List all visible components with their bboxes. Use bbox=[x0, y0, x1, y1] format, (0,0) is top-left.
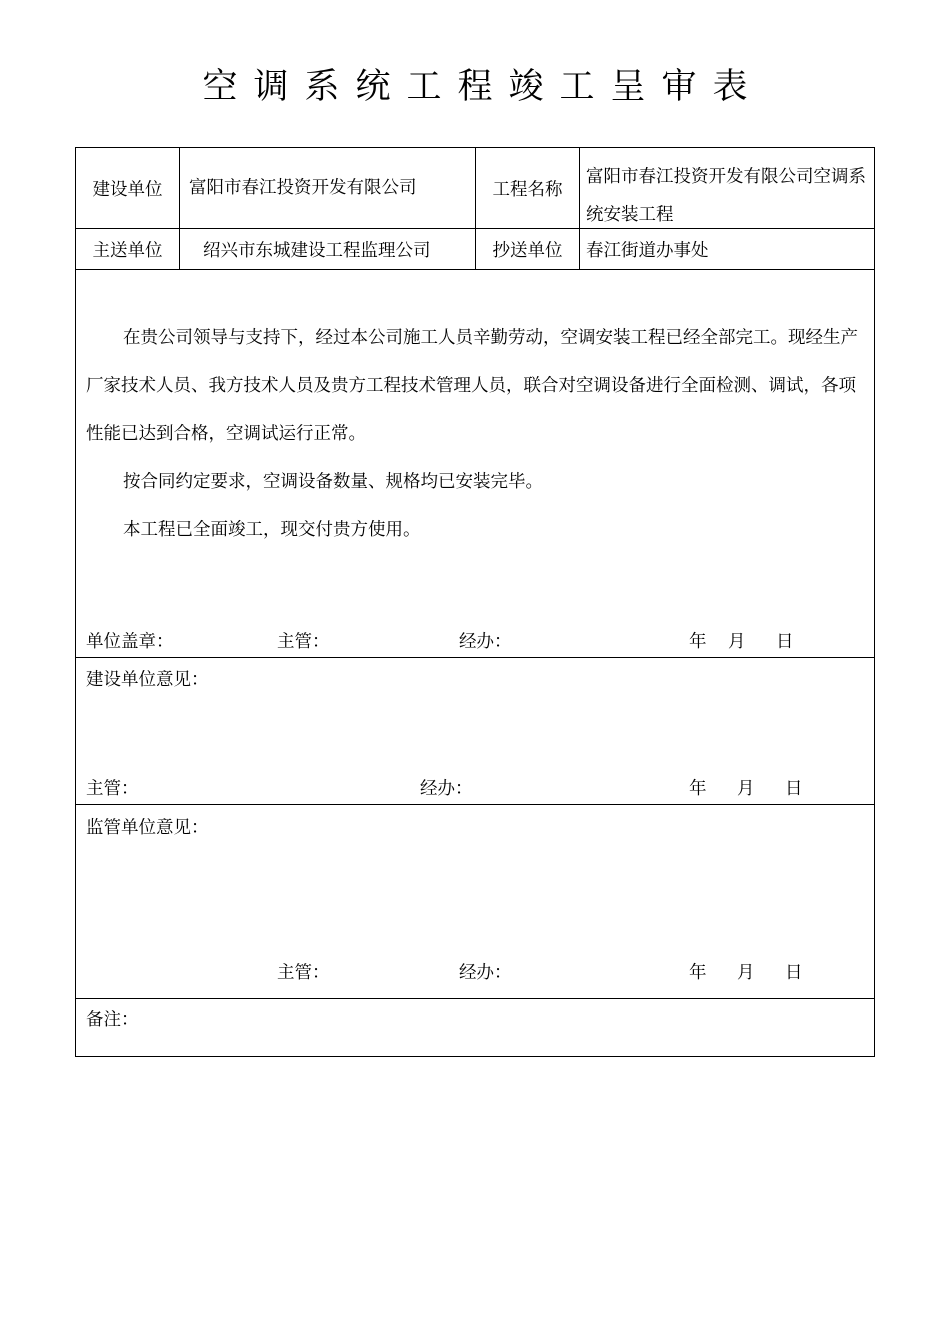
row-divider bbox=[76, 998, 874, 999]
month-label: 月 bbox=[728, 632, 746, 652]
build-unit-label: 建设单位 bbox=[92, 179, 163, 200]
body-paragraph-3: 本工程已全面竣工，现交付贵方使用。 bbox=[123, 520, 421, 540]
build-unit-value: 富阳市春江投资开发有限公司 bbox=[189, 178, 417, 198]
main-send-value: 绍兴市东城建设工程监理公司 bbox=[203, 241, 431, 261]
main-send-label: 主送单位 bbox=[92, 240, 163, 261]
page-title: 空调系统工程竣工呈审表 bbox=[202, 67, 764, 107]
supervise-opinion-label: 监管单位意见： bbox=[86, 818, 209, 838]
build-opinion-handler-label: 经办： bbox=[420, 779, 473, 799]
row-divider bbox=[76, 269, 874, 270]
supervise-opinion-manager-label: 主管： bbox=[277, 963, 330, 983]
build-opinion-month-label: 月 bbox=[737, 779, 755, 799]
copy-to-label: 抄送单位 bbox=[492, 240, 563, 261]
project-name-label: 工程名称 bbox=[492, 179, 563, 200]
copy-to-value: 春江街道办事处 bbox=[586, 241, 709, 261]
handler-label: 经办： bbox=[459, 632, 512, 652]
seal-label: 单位盖章： bbox=[86, 632, 174, 652]
supervise-opinion-year-label: 年 bbox=[689, 963, 707, 983]
build-opinion-day-label: 日 bbox=[785, 779, 803, 799]
supervise-opinion-handler-label: 经办： bbox=[459, 963, 512, 983]
project-name-value: 富阳市春江投资开发有限公司空调系统安装工程 bbox=[586, 167, 866, 225]
supervise-opinion-month-label: 月 bbox=[737, 963, 755, 983]
body-paragraph-1: 在贵公司领导与支持下，经过本公司施工人员辛勤劳动，空调安装工程已经全部完工。现经生产厂家技术人员、我方技术人员及贵方工程技术管理人员，联合对空调设备进行全面检测、调试，各项性能已达到合格，空调试运行正常。 bbox=[86, 328, 858, 444]
completion-form-table bbox=[75, 147, 875, 1057]
build-opinion-manager-label: 主管： bbox=[86, 779, 139, 799]
col-divider bbox=[579, 148, 580, 269]
remarks-label: 备注： bbox=[86, 1010, 139, 1030]
body-paragraph-2: 按合同约定要求，空调设备数量、规格均已安装完毕。 bbox=[123, 472, 543, 492]
build-opinion-label: 建设单位意见： bbox=[86, 670, 209, 690]
year-label: 年 bbox=[689, 632, 707, 652]
manager-label: 主管： bbox=[277, 632, 330, 652]
row-divider bbox=[76, 804, 874, 805]
col-divider bbox=[179, 148, 180, 269]
row-divider bbox=[76, 657, 874, 658]
supervise-opinion-day-label: 日 bbox=[785, 963, 803, 983]
day-label: 日 bbox=[776, 632, 794, 652]
build-opinion-year-label: 年 bbox=[689, 779, 707, 799]
